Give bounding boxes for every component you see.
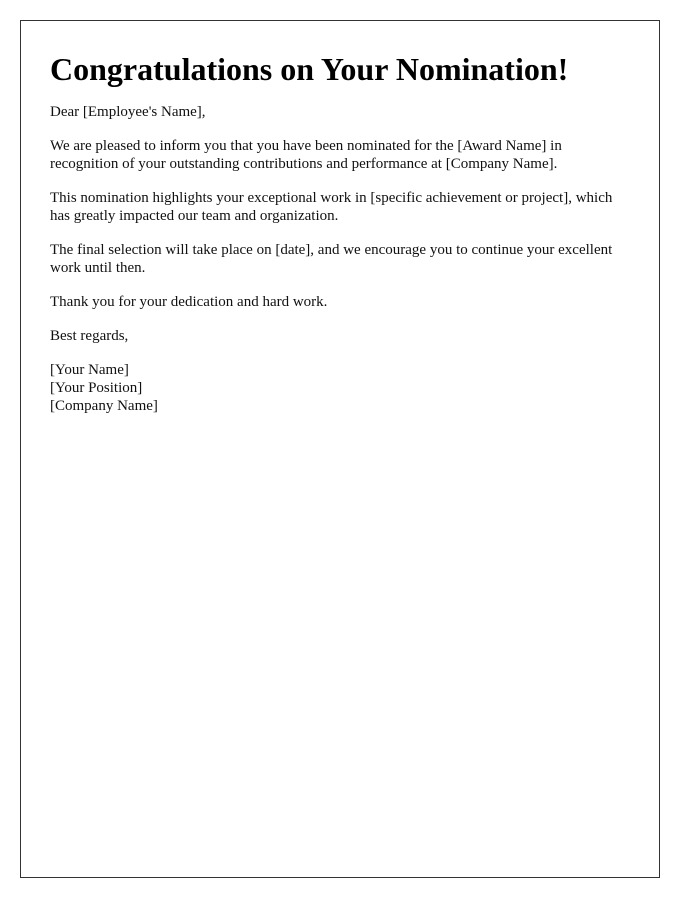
salutation: Dear [Employee's Name],: [50, 104, 206, 120]
signature-name: [Your Name]: [50, 362, 129, 378]
body-paragraph: We are pleased to inform you that you have been nominated for the [Award Name] in recognition of your outstanding contributions and performance at [Company Name].: [50, 138, 562, 172]
signature-block: [50, 361, 630, 415]
letter-page: [20, 20, 660, 878]
signature-company: [Company Name]: [50, 398, 158, 414]
closing: Best regards,: [50, 328, 129, 344]
letter-title: Congratulations on Your Nomination!: [50, 51, 569, 87]
signature-position: [Your Position]: [50, 380, 143, 396]
letter-content: [50, 49, 630, 415]
body-paragraph: Thank you for your dedication and hard work.: [50, 294, 328, 310]
body-paragraph: The final selection will take place on [date], and we encourage you to continue your excellent work until then.: [50, 242, 613, 276]
body-paragraph: This nomination highlights your exceptional work in [specific achievement or project], which has greatly impacted our team and organization.: [50, 190, 613, 224]
